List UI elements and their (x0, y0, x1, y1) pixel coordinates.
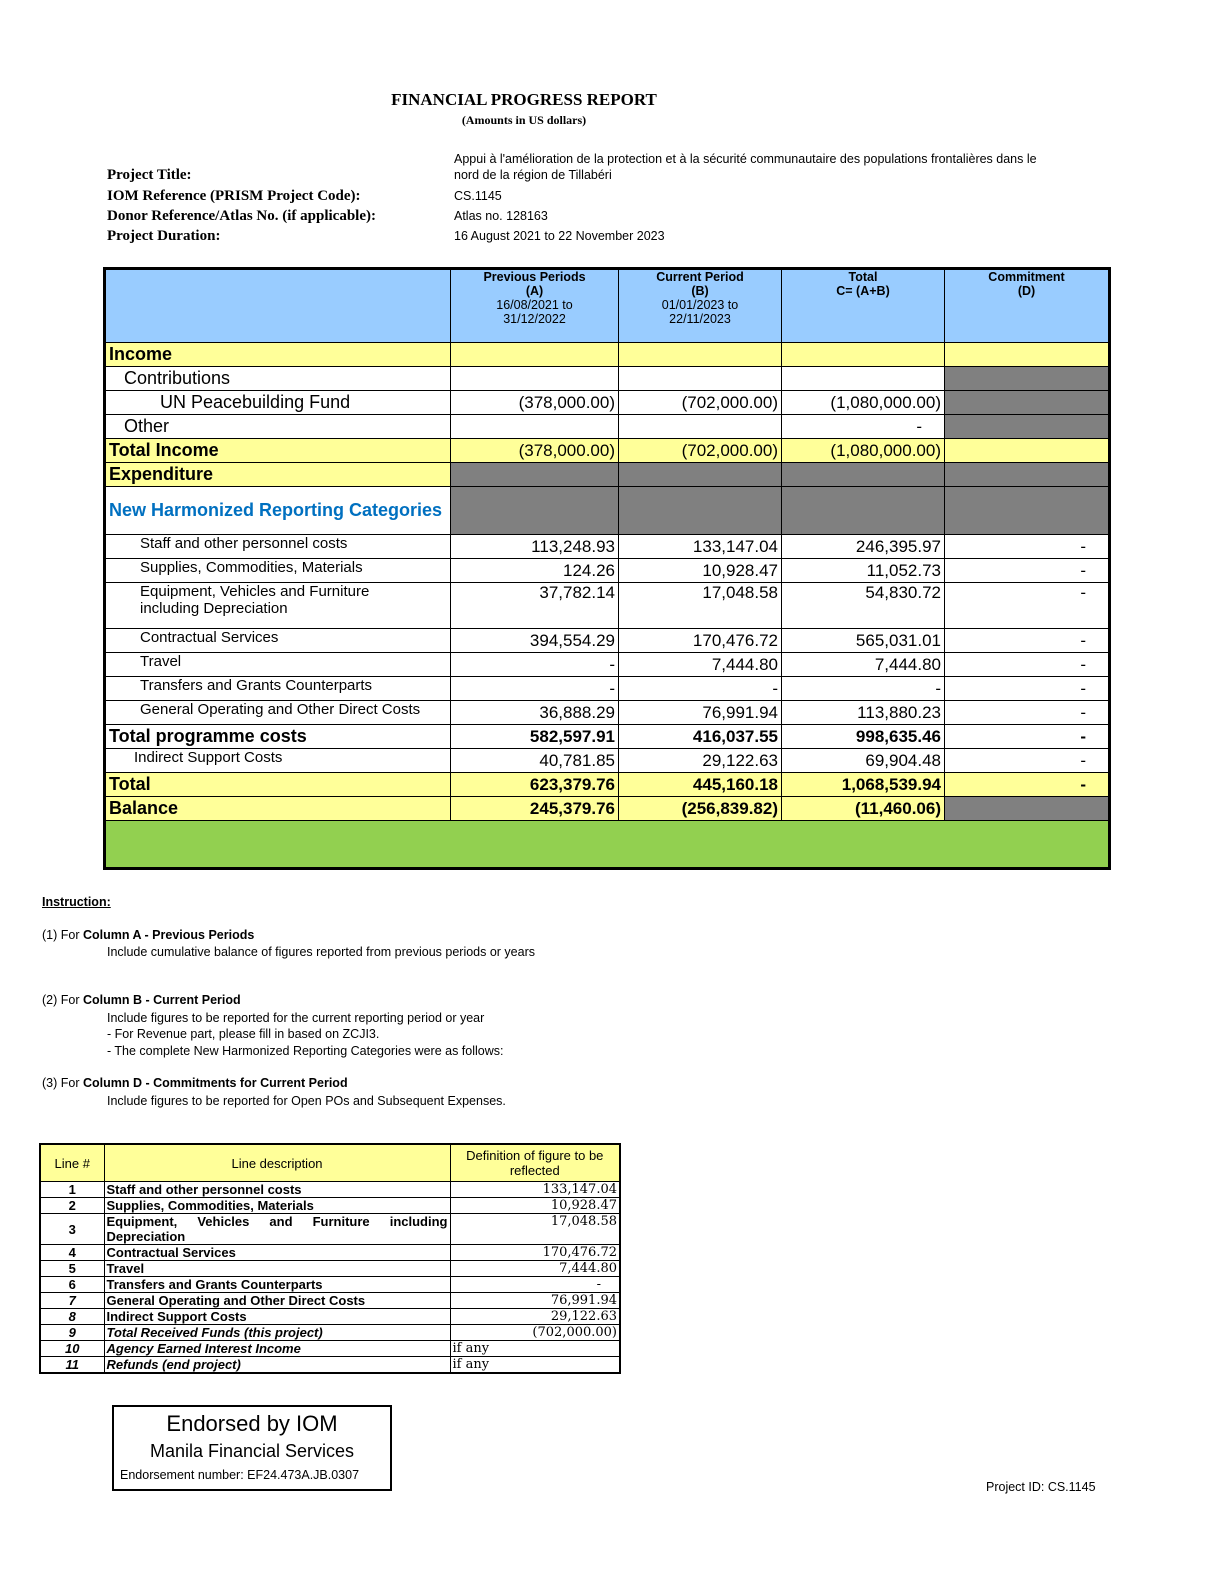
indirect-label: Indirect Support Costs (105, 749, 451, 773)
line-item-row (40, 1214, 620, 1245)
total-d: - (945, 773, 1110, 797)
iom-reference-value: CS.1145 (454, 189, 502, 203)
line-description: Supplies, Commodities, Materials (104, 1198, 450, 1214)
category-c: 246,395.97 (782, 535, 945, 559)
category-row (105, 583, 1110, 629)
category-d: - (945, 653, 1110, 677)
line-item-row (40, 1261, 620, 1277)
line-value: 29,122.63 (450, 1309, 620, 1325)
balance-b: (256,839.82) (619, 797, 782, 821)
stamp-line-2: Manila Financial Services (149, 1441, 355, 1461)
category-a: 394,554.29 (451, 629, 619, 653)
category-c: - (782, 677, 945, 701)
harmonized-label: New Harmonized Reporting Categories (105, 487, 451, 535)
balance-label: Balance (105, 797, 451, 821)
donor-reference-label: Donor Reference/Atlas No. (if applicable): (107, 208, 376, 224)
report-title: FINANCIAL PROGRESS REPORT (391, 90, 657, 109)
line-number-header: Line # (40, 1144, 104, 1182)
indirect-c: 69,904.48 (782, 749, 945, 773)
category-d: - (945, 701, 1110, 725)
line-description: Transfers and Grants Counterparts (104, 1277, 450, 1293)
line-value: 133,147.04 (450, 1182, 620, 1198)
category-row (105, 559, 1110, 583)
category-label: Travel (105, 653, 451, 677)
category-a: 37,782.14 (451, 583, 619, 629)
project-title-value-2: nord de la région de Tillabéri (454, 168, 612, 182)
total-programme-a: 582,597.91 (451, 725, 619, 749)
line-item-row (40, 1357, 620, 1374)
line-number: 10 (40, 1341, 104, 1357)
line-value: 170,476.72 (450, 1245, 620, 1261)
line-item-row (40, 1293, 620, 1309)
line-description: Agency Earned Interest Income (104, 1341, 450, 1357)
category-c: 7,444.80 (782, 653, 945, 677)
total-a: 623,379.76 (451, 773, 619, 797)
total-income-a: (378,000.00) (451, 439, 619, 463)
category-label: Transfers and Grants Counterparts (105, 677, 451, 701)
instruction-2-text-2: - For Revenue part, please fill in based on ZCJI3. (107, 1027, 380, 1041)
contributions-row (105, 367, 1110, 391)
category-a: 36,888.29 (451, 701, 619, 725)
category-c: 565,031.01 (782, 629, 945, 653)
line-definition-header: Definition of figure to be reflected (450, 1144, 620, 1182)
line-value: 17,048.58 (450, 1214, 620, 1245)
line-number: 8 (40, 1309, 104, 1325)
line-number: 5 (40, 1261, 104, 1277)
category-c: 54,830.72 (782, 583, 945, 629)
income-row (105, 343, 1110, 367)
category-a: - (451, 653, 619, 677)
project-title-value-1: Appui à l'amélioration de la protection et à la sécurité communautaire des populations frontalières dans le (454, 152, 1037, 166)
line-value: if any (450, 1341, 620, 1357)
total-programme-c: 998,635.46 (782, 725, 945, 749)
balance-a: 245,379.76 (451, 797, 619, 821)
project-duration-value: 16 August 2021 to 22 November 2023 (454, 229, 665, 243)
line-description-header: Line description (104, 1144, 450, 1182)
line-value: 10,928.47 (450, 1198, 620, 1214)
category-b: 7,444.80 (619, 653, 782, 677)
category-d: - (945, 583, 1110, 629)
other-label: Other (105, 415, 451, 439)
table-header-row (105, 269, 1110, 343)
category-d: - (945, 535, 1110, 559)
financial-table (103, 267, 1111, 870)
line-item-row (40, 1245, 620, 1261)
indirect-d: - (945, 749, 1110, 773)
donor-reference-value: Atlas no. 128163 (454, 209, 548, 223)
line-item-row (40, 1198, 620, 1214)
total-row (105, 773, 1110, 797)
header-blank (105, 269, 451, 343)
line-value: if any (450, 1357, 620, 1374)
line-description: Contractual Services (104, 1245, 450, 1261)
line-items-header (40, 1144, 620, 1182)
line-description: Equipment, Vehicles and Furniture including Depreciation (104, 1214, 450, 1245)
line-number: 3 (40, 1214, 104, 1245)
category-b: - (619, 677, 782, 701)
header-current-period: Current Period (B) 01/01/2023 to 22/11/2023 (619, 269, 782, 343)
endorsement-stamp (112, 1405, 392, 1491)
line-value: (702,000.00) (450, 1325, 620, 1341)
line-description: Staff and other personnel costs (104, 1182, 450, 1198)
balance-c: (11,460.06) (782, 797, 945, 821)
line-description: Refunds (end project) (104, 1357, 450, 1374)
category-b: 10,928.47 (619, 559, 782, 583)
line-item-row (40, 1325, 620, 1341)
indirect-row (105, 749, 1110, 773)
stamp-line-1: Endorsed by IOM (166, 1411, 338, 1436)
category-d: - (945, 677, 1110, 701)
green-band-row (105, 821, 1110, 869)
report-subtitle: (Amounts in US dollars) (461, 113, 587, 127)
line-value: 7,444.80 (450, 1261, 620, 1277)
project-duration-label: Project Duration: (107, 228, 221, 244)
instruction-3: (3) For Column D - Commitments for Current Period (42, 1076, 348, 1090)
balance-row (105, 797, 1110, 821)
unpbf-b: (702,000.00) (619, 391, 782, 415)
total-programme-d: - (945, 725, 1110, 749)
category-label: Equipment, Vehicles and Furniture including Depreciation (105, 583, 451, 629)
instruction-2: (2) For Column B - Current Period (42, 993, 241, 1007)
line-description: General Operating and Other Direct Costs (104, 1293, 450, 1309)
instruction-3-text: Include figures to be reported for Open POs and Subsequent Expenses. (107, 1094, 506, 1108)
total-programme-label: Total programme costs (105, 725, 451, 749)
category-label: Staff and other personnel costs (105, 535, 451, 559)
unpbf-row (105, 391, 1110, 415)
iom-reference-label: IOM Reference (PRISM Project Code): (107, 188, 361, 204)
line-item-row (40, 1309, 620, 1325)
line-number: 9 (40, 1325, 104, 1341)
line-item-row (40, 1341, 620, 1357)
instruction-2-text-3: - The complete New Harmonized Reporting Categories were as follows: (107, 1044, 504, 1058)
line-number: 11 (40, 1357, 104, 1374)
total-c: 1,068,539.94 (782, 773, 945, 797)
project-title-label: Project Title: (107, 167, 192, 183)
line-number: 6 (40, 1277, 104, 1293)
category-row (105, 629, 1110, 653)
category-b: 133,147.04 (619, 535, 782, 559)
line-value: - (450, 1277, 620, 1293)
total-b: 445,160.18 (619, 773, 782, 797)
green-band (105, 821, 1110, 869)
contributions-label: Contributions (105, 367, 451, 391)
indirect-b: 29,122.63 (619, 749, 782, 773)
category-row (105, 677, 1110, 701)
category-label: General Operating and Other Direct Costs (105, 701, 451, 725)
line-number: 1 (40, 1182, 104, 1198)
unpbf-c: (1,080,000.00) (782, 391, 945, 415)
line-description: Total Received Funds (this project) (104, 1325, 450, 1341)
category-c: 113,880.23 (782, 701, 945, 725)
category-d: - (945, 559, 1110, 583)
indirect-a: 40,781.85 (451, 749, 619, 773)
header-commitment: Commitment (D) (945, 269, 1110, 343)
line-item-row (40, 1182, 620, 1198)
stamp-line-3: Endorsement number: EF24.473A.JB.0307 (120, 1468, 360, 1482)
category-label: Contractual Services (105, 629, 451, 653)
instruction-1: (1) For Column A - Previous Periods (42, 928, 255, 942)
income-label: Income (105, 343, 451, 367)
instruction-heading: Instruction: (42, 895, 111, 909)
total-income-c: (1,080,000.00) (782, 439, 945, 463)
total-income-b: (702,000.00) (619, 439, 782, 463)
instruction-2-text-1: Include figures to be reported for the current reporting period or year (107, 1011, 485, 1025)
line-description: Travel (104, 1261, 450, 1277)
other-c: - (782, 415, 945, 439)
expenditure-row (105, 463, 1110, 487)
unpbf-a: (378,000.00) (451, 391, 619, 415)
category-a: 113,248.93 (451, 535, 619, 559)
category-a: 124.26 (451, 559, 619, 583)
category-c: 11,052.73 (782, 559, 945, 583)
category-row (105, 535, 1110, 559)
line-number: 2 (40, 1198, 104, 1214)
expenditure-label: Expenditure (105, 463, 451, 487)
line-items-table (39, 1143, 621, 1374)
category-a: - (451, 677, 619, 701)
unpbf-label: UN Peacebuilding Fund (105, 391, 451, 415)
footer-project-id: Project ID: CS.1145 (986, 1480, 1096, 1494)
total-income-row (105, 439, 1110, 463)
line-number: 4 (40, 1245, 104, 1261)
category-row (105, 701, 1110, 725)
category-row (105, 653, 1110, 677)
total-income-label: Total Income (105, 439, 451, 463)
category-label: Supplies, Commodities, Materials (105, 559, 451, 583)
line-item-row (40, 1277, 620, 1293)
category-b: 170,476.72 (619, 629, 782, 653)
total-programme-row (105, 725, 1110, 749)
category-b: 17,048.58 (619, 583, 782, 629)
header-total: Total C= (A+B) (782, 269, 945, 343)
other-row (105, 415, 1110, 439)
category-b: 76,991.94 (619, 701, 782, 725)
line-number: 7 (40, 1293, 104, 1309)
header-previous-periods: Previous Periods (A) 16/08/2021 to 31/12/2022 (451, 269, 619, 343)
total-programme-b: 416,037.55 (619, 725, 782, 749)
category-d: - (945, 629, 1110, 653)
total-label: Total (105, 773, 451, 797)
harmonized-row (105, 487, 1110, 535)
line-value: 76,991.94 (450, 1293, 620, 1309)
instruction-1-text: Include cumulative balance of figures reported from previous periods or years (107, 945, 535, 959)
line-description: Indirect Support Costs (104, 1309, 450, 1325)
